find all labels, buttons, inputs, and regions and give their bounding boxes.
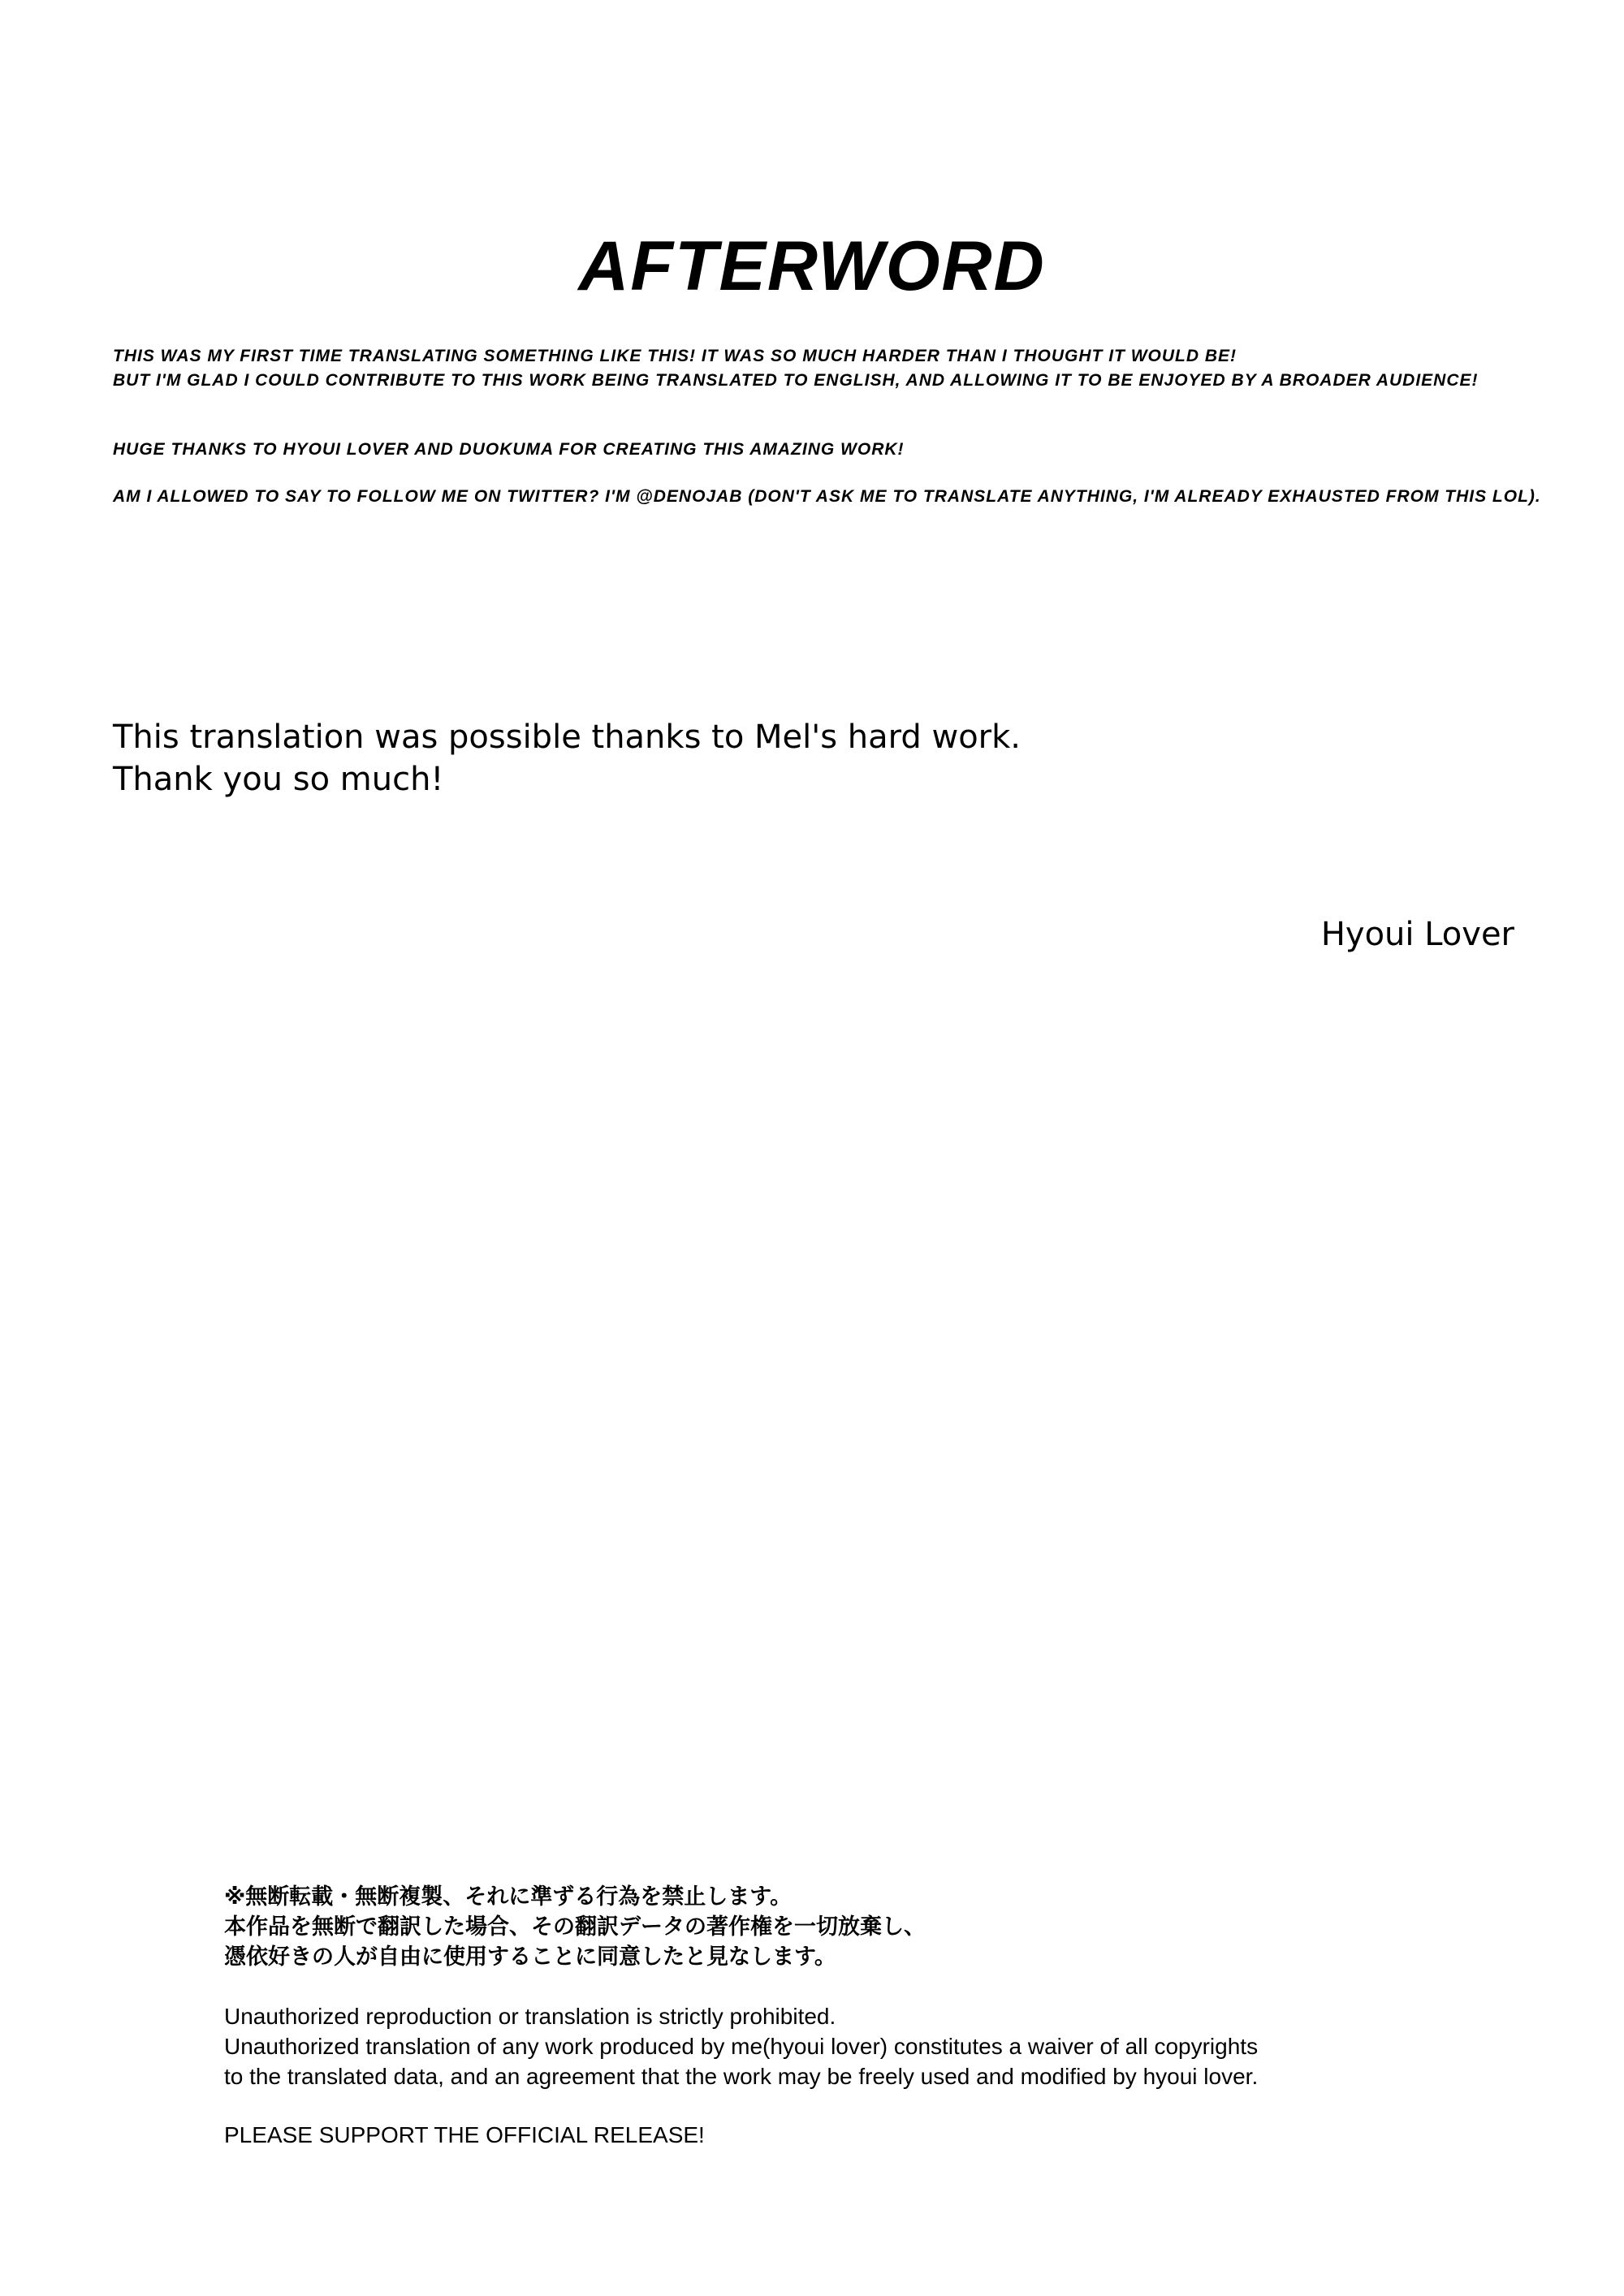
thanks-message <box>113 716 1021 801</box>
english-copyright-notice <box>224 2001 1258 2091</box>
afterword-paragraph-1-line: THIS WAS MY FIRST TIME TRANSLATING SOMETHING LIKE THIS! IT WAS SO MUCH HARDER THAN I THOUGHT IT WOULD BE! <box>113 347 1237 365</box>
author-signature: Hyoui Lover <box>1320 916 1514 953</box>
afterword-paragraph-1 <box>113 344 1479 393</box>
english-notice-line: Unauthorized translation of any work produced by me(hyoui lover) constitutes a waiver of all copyrights <box>224 2034 1259 2059</box>
english-notice-line: to the translated data, and an agreement that the work may be freely used and modified by hyoui lover. <box>224 2064 1259 2089</box>
thanks-line: Thank you so much! <box>113 761 444 798</box>
afterword-paragraph-1-line: BUT I'M GLAD I COULD CONTRIBUTE TO THIS WORK BEING TRANSLATED TO ENGLISH, AND ALLOWING IT TO BE ENJOYED BY A BROADER AUDIENCE! <box>113 371 1479 390</box>
japanese-notice-line: 本作品を無断で翻訳した場合、その翻訳データの著作権を一切放棄し、 <box>224 1914 926 1940</box>
japanese-notice-line: ※無断転載・無断複製、それに準ずる行為を禁止します。 <box>224 1884 793 1910</box>
japanese-notice-line: 憑依好きの人が自由に使用することに同意したと見なします。 <box>224 1944 836 1970</box>
support-official-release: PLEASE SUPPORT THE OFFICIAL RELEASE! <box>224 2122 705 2147</box>
afterword-paragraph-3: AM I ALLOWED TO SAY TO FOLLOW ME ON TWITTER? I'M @DENOJAB (DON'T ASK ME TO TRANSLATE ANYTHING, I'M ALREADY EXHAUSTED FROM THIS LOL). <box>113 487 1541 506</box>
english-notice-line: Unauthorized reproduction or translation is strictly prohibited. <box>224 2004 836 2029</box>
afterword-paragraph-2: HUGE THANKS TO HYOUI LOVER AND DUOKUMA FOR CREATING THIS AMAZING WORK! <box>113 440 905 459</box>
thanks-line: This translation was possible thanks to Mel's hard work. <box>113 719 1021 756</box>
japanese-copyright-notice <box>224 1882 926 1972</box>
afterword-title: AFTERWORD <box>578 227 1046 305</box>
